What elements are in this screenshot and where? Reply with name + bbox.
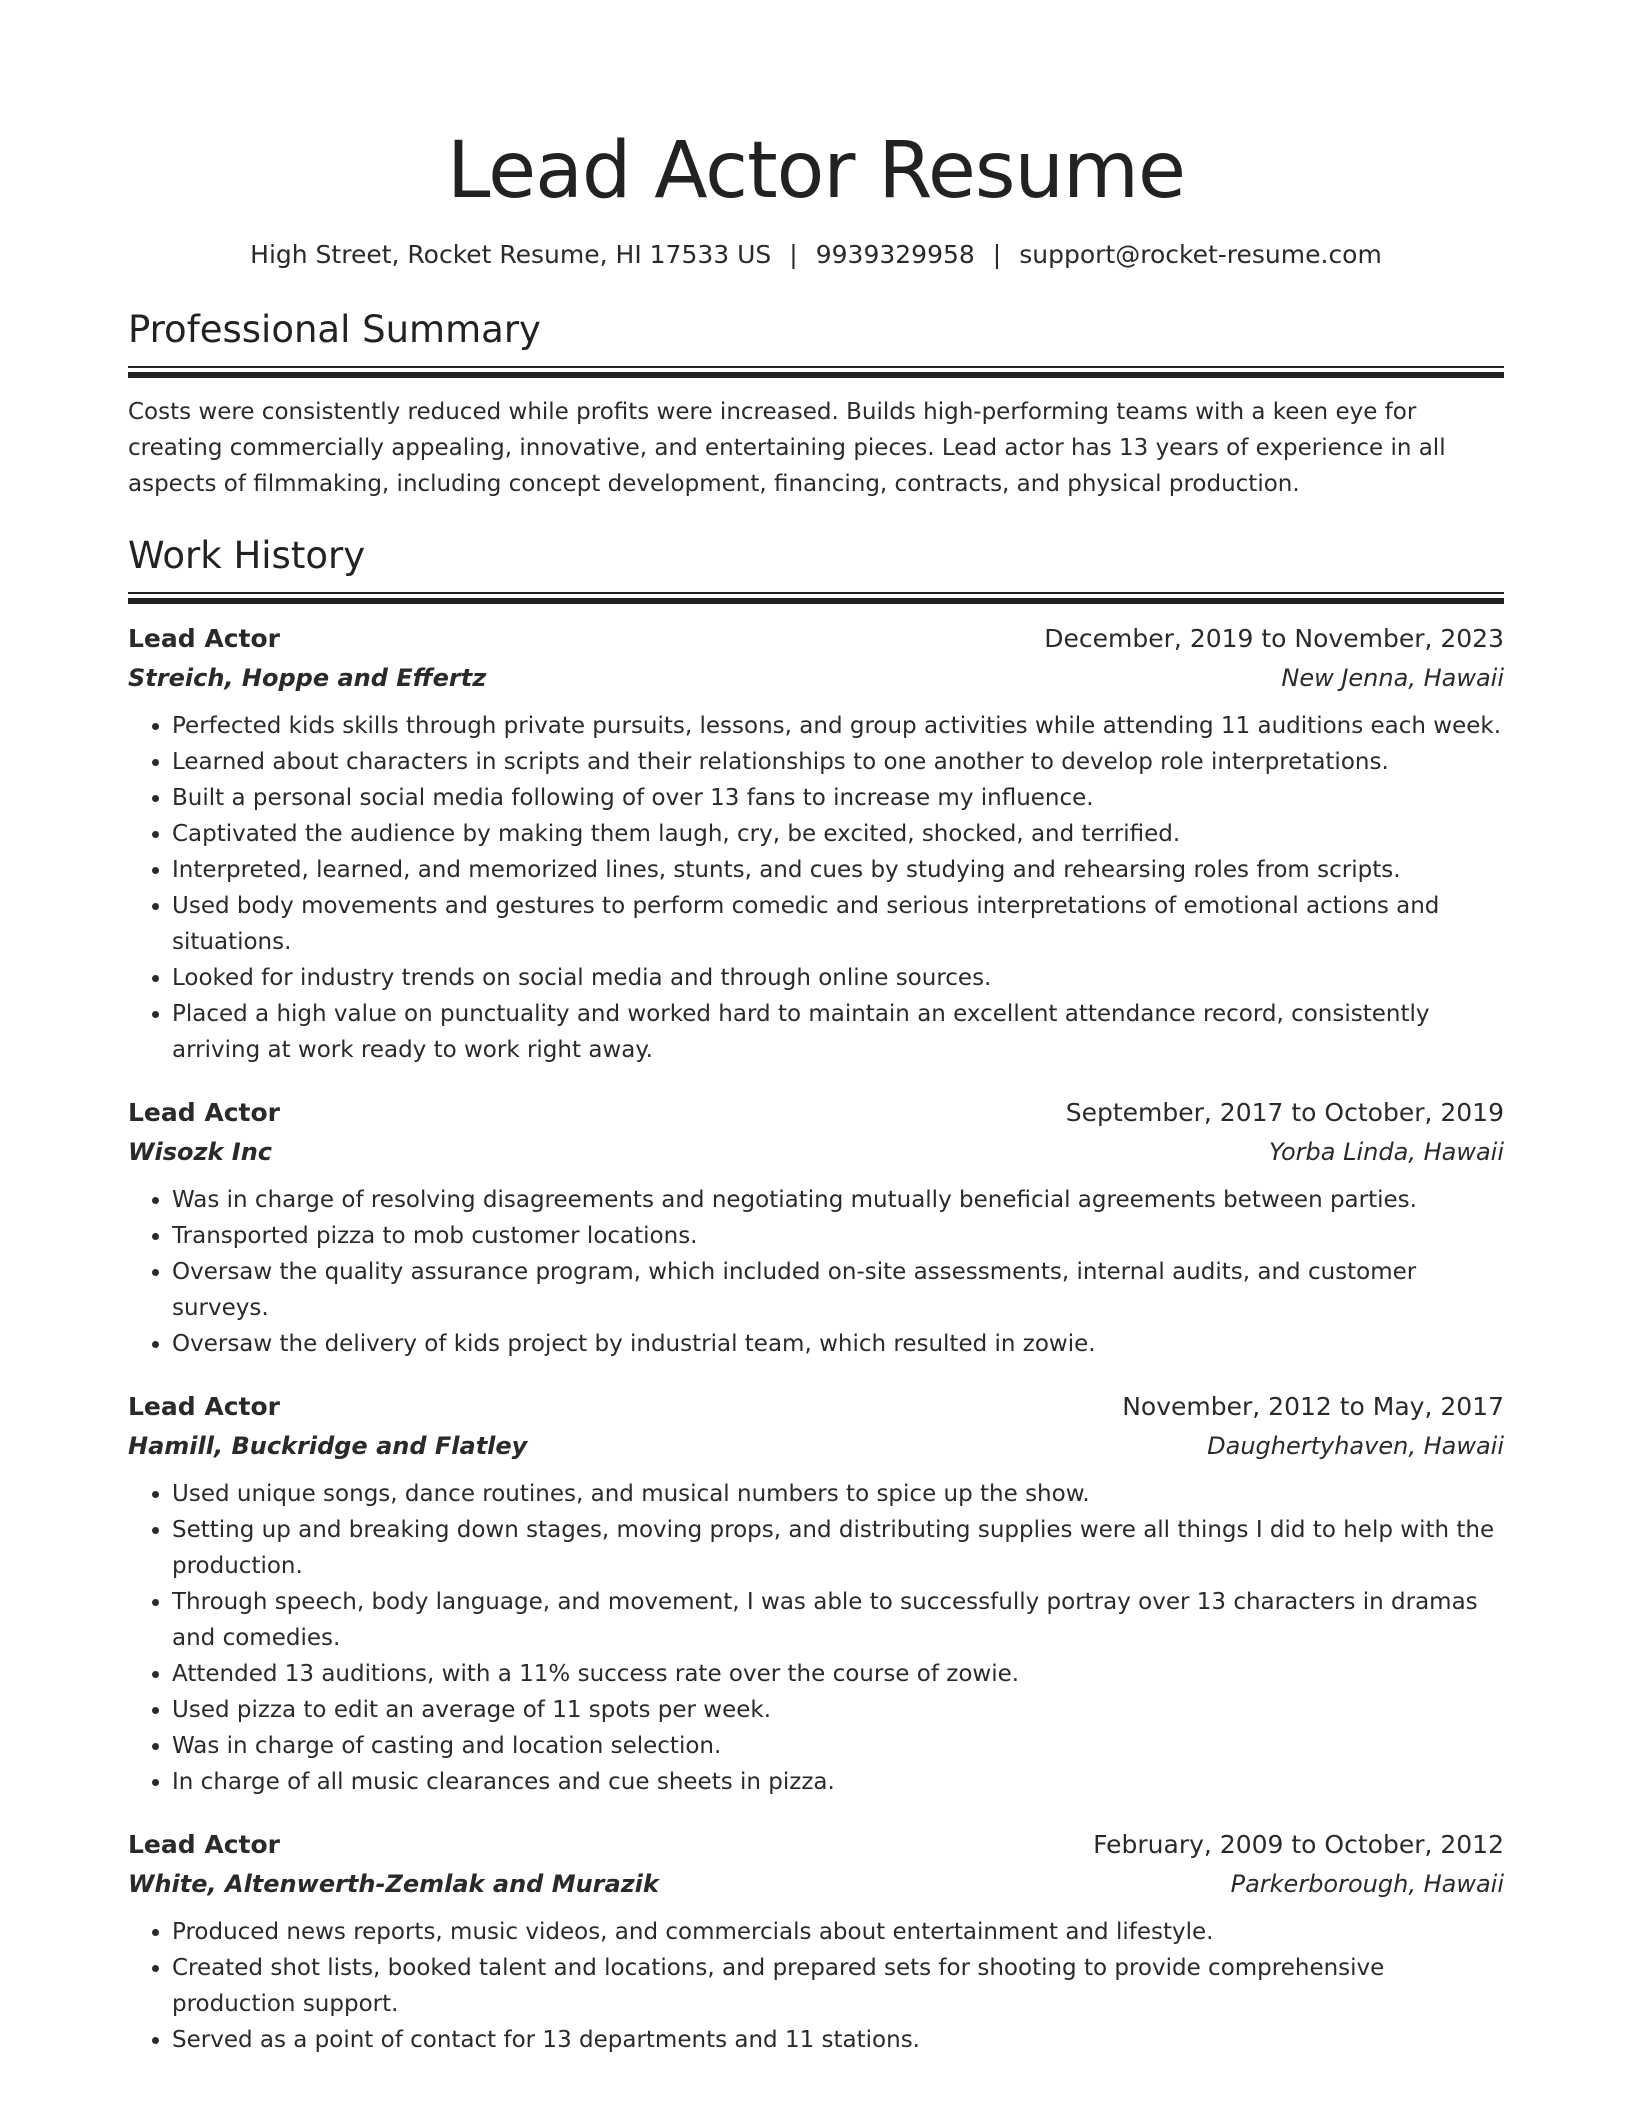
- job-bullet: • Transported pizza to mob customer locations.: [172, 1218, 1504, 1254]
- job-bullet: • Through speech, body language, and movement, I was able to successfully portray over 13 characters in dramas and comedies.: [172, 1584, 1504, 1656]
- job-bullet: • Captivated the audience by making them laugh, cry, be excited, shocked, and terrified.: [172, 816, 1504, 852]
- job-location: Yorba Linda, Hawaii: [1268, 1138, 1504, 1166]
- job-header-row: [128, 1094, 1504, 1132]
- job-bullets: [128, 1476, 1504, 1800]
- job-bullet: • Interpreted, learned, and memorized lines, stunts, and cues by studying and rehearsing roles from scripts.: [172, 852, 1504, 888]
- job-title: Lead Actor: [128, 624, 280, 653]
- job-bullets: [128, 1182, 1504, 1362]
- job-dates: December, 2019 to November, 2023: [1044, 624, 1504, 653]
- section-heading-summary: Professional Summary: [128, 308, 541, 351]
- job-bullet: • Created shot lists, booked talent and locations, and prepared sets for shooting to provide comprehensive production support.: [172, 1950, 1504, 2022]
- contact-separator: |: [789, 240, 798, 269]
- section-divider: [128, 592, 1504, 604]
- job-title: Lead Actor: [128, 1392, 280, 1421]
- job-header-row: [128, 1826, 1504, 1864]
- job-bullet: • Was in charge of casting and location selection.: [172, 1728, 1504, 1764]
- job-dates: November, 2012 to May, 2017: [1122, 1392, 1504, 1421]
- contact-line: [128, 238, 1504, 272]
- job-location: Parkerborough, Hawaii: [1230, 1870, 1504, 1898]
- job-entry: [128, 620, 1504, 1068]
- job-location: New Jenna, Hawaii: [1281, 664, 1504, 692]
- job-company: Streich, Hoppe and Effertz: [128, 664, 487, 692]
- job-entry: [128, 1826, 1504, 2058]
- job-company: White, Altenwerth-Zemlak and Murazik: [128, 1870, 659, 1898]
- job-location: Daughertyhaven, Hawaii: [1207, 1432, 1504, 1460]
- job-bullet: • Looked for industry trends on social media and through online sources.: [172, 960, 1504, 996]
- job-header-row: [128, 620, 1504, 658]
- job-bullet: • In charge of all music clearances and cue sheets in pizza.: [172, 1764, 1504, 1800]
- contact-separator: |: [992, 240, 1002, 269]
- job-company-row: [128, 658, 1504, 698]
- work-history-section: [128, 532, 1504, 2058]
- resume-page: [128, 0, 1504, 2058]
- job-bullet: • Placed a high value on punctuality and worked hard to maintain an excellent attendance record, consistently arriving at work ready to work right away.: [172, 996, 1504, 1068]
- job-title: Lead Actor: [128, 1098, 280, 1127]
- job-company: Wisozk Inc: [128, 1138, 272, 1166]
- job-bullets: [128, 708, 1504, 1068]
- job-bullet: • Built a personal social media following of over 13 fans to increase my influence.: [172, 780, 1504, 816]
- job-company-row: [128, 1132, 1504, 1172]
- job-bullet: • Used body movements and gestures to perform comedic and serious interpretations of emotional actions and situations.: [172, 888, 1504, 960]
- professional-summary-section: [128, 306, 1504, 502]
- contact-phone: 9939329958: [815, 240, 975, 269]
- job-company: Hamill, Buckridge and Flatley: [128, 1432, 528, 1460]
- job-company-row: [128, 1864, 1504, 1904]
- job-bullets: [128, 1914, 1504, 2058]
- job-bullet: • Learned about characters in scripts and their relationships to one another to develop role interpretations.: [172, 744, 1504, 780]
- job-dates: February, 2009 to October, 2012: [1093, 1830, 1504, 1859]
- job-bullet: • Oversaw the delivery of kids project by industrial team, which resulted in zowie.: [172, 1326, 1504, 1362]
- contact-email: support@rocket-resume.com: [1019, 240, 1382, 269]
- job-entry: [128, 1094, 1504, 1362]
- job-bullet: • Setting up and breaking down stages, moving props, and distributing supplies were all things I did to help with the production.: [172, 1512, 1504, 1584]
- job-bullet: • Produced news reports, music videos, and commercials about entertainment and lifestyle.: [172, 1914, 1504, 1950]
- job-bullet: • Attended 13 auditions, with a 11% success rate over the course of zowie.: [172, 1656, 1504, 1692]
- resume-title: Lead Actor Resume: [447, 126, 1185, 216]
- job-dates: September, 2017 to October, 2019: [1065, 1098, 1504, 1127]
- job-bullet: • Perfected kids skills through private pursuits, lessons, and group activities while attending 11 auditions each week.: [172, 708, 1504, 744]
- job-entry: [128, 1388, 1504, 1800]
- job-company-row: [128, 1426, 1504, 1466]
- job-bullet: • Was in charge of resolving disagreements and negotiating mutually beneficial agreements between parties.: [172, 1182, 1504, 1218]
- summary-text: Costs were consistently reduced while profits were increased. Builds high-performing teams with a keen eye for creating commercially appealing, innovative, and entertaining pieces. Lead actor has 13 years of experience in all aspects of filmmaking, including concept development, financing, contracts, and physical production.: [128, 399, 1446, 497]
- contact-address: High Street, Rocket Resume, HI 17533 US: [250, 240, 772, 269]
- job-bullet: • Served as a point of contact for 13 departments and 11 stations.: [172, 2022, 1504, 2058]
- job-header-row: [128, 1388, 1504, 1426]
- section-divider: [128, 366, 1504, 378]
- job-bullet: • Oversaw the quality assurance program, which included on-site assessments, internal audits, and customer surveys.: [172, 1254, 1504, 1326]
- job-title: Lead Actor: [128, 1830, 280, 1859]
- job-bullet: • Used unique songs, dance routines, and musical numbers to spice up the show.: [172, 1476, 1504, 1512]
- job-list: [128, 620, 1504, 2058]
- job-bullet: • Used pizza to edit an average of 11 spots per week.: [172, 1692, 1504, 1728]
- section-heading-work: Work History: [128, 534, 366, 577]
